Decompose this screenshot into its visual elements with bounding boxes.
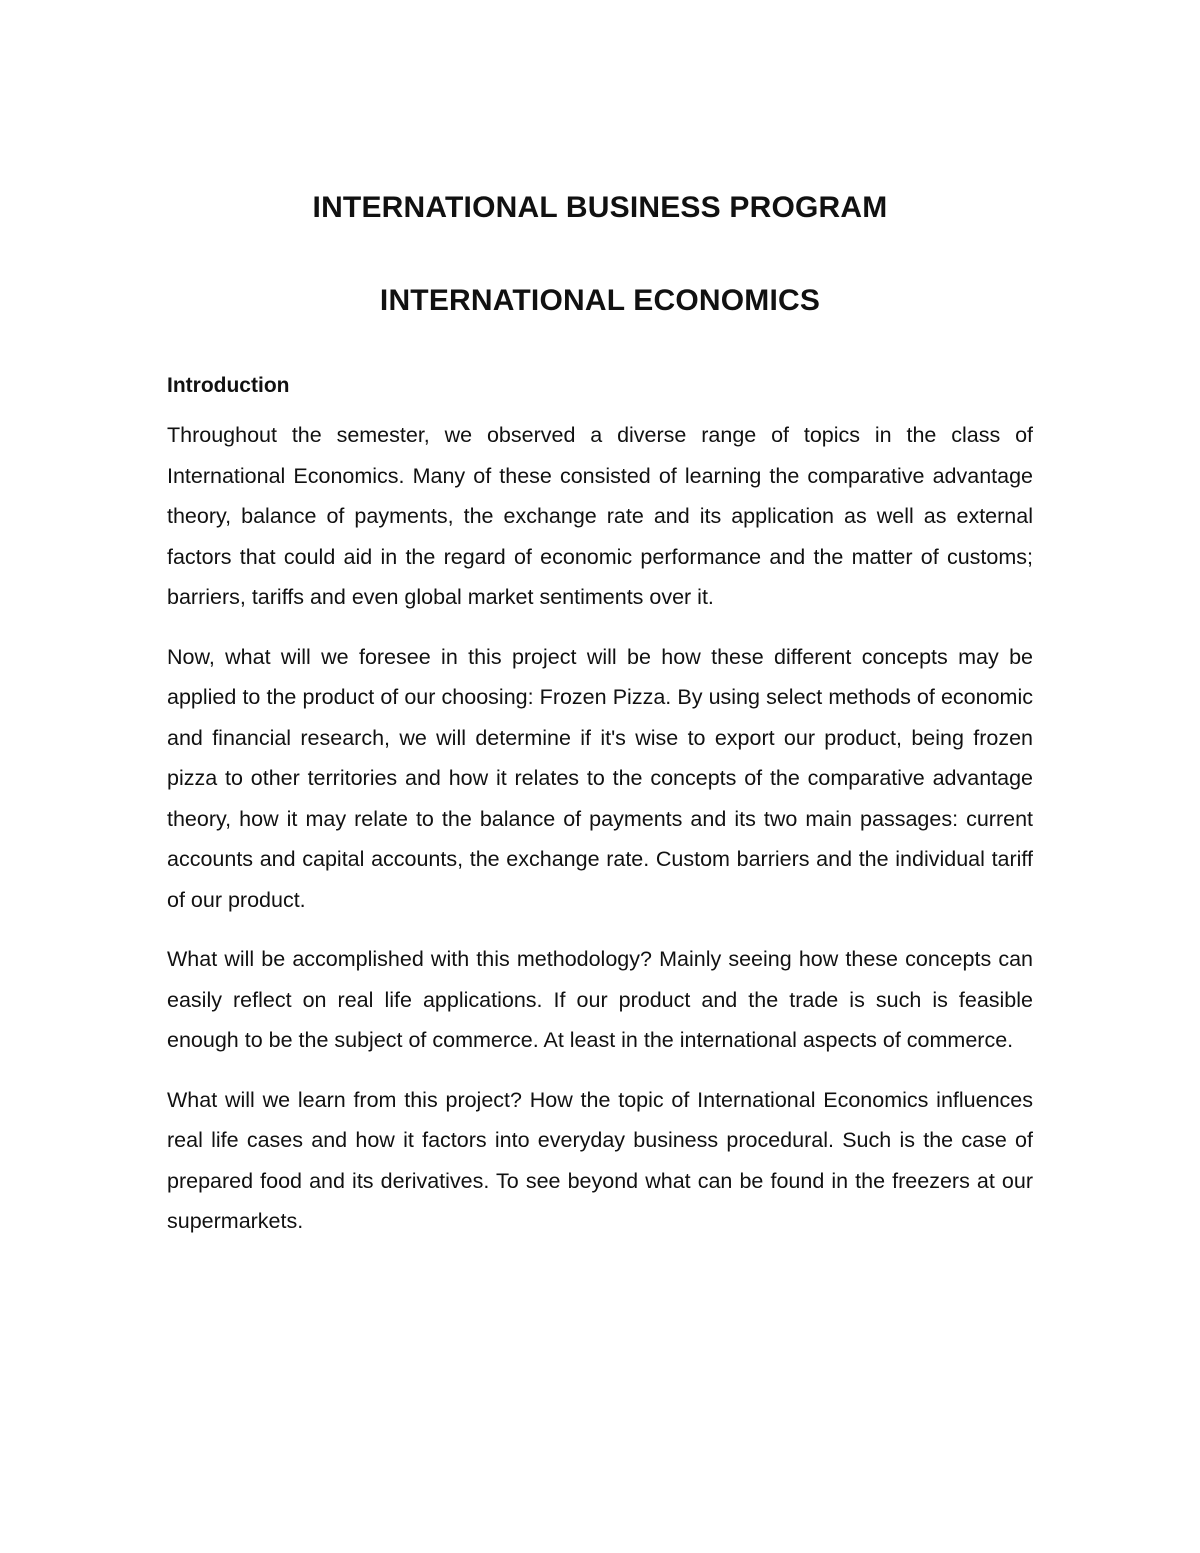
course-title: INTERNATIONAL ECONOMICS — [379, 284, 821, 317]
paragraph-1: Throughout the semester, we observed a diverse range of topics in the class of International Economics. Many of these consisted of learning the comparative advantage theory, balance of payments, the exchange rate and its application as well as external factors that could aid in the regard of economic performance and the matter of customs; barriers, tariffs and even global market sentiments over it. — [167, 423, 1033, 609]
document-body — [167, 368, 1033, 1261]
paragraph-3: What will be accomplished with this methodology? Mainly seeing how these concepts can easily reflect on real life applications. If our product and the trade is such is feasible enough to be the subject of commerce. At least in the international aspects of commerce. — [167, 947, 1033, 1052]
paragraph-4: What will we learn from this project? How the topic of International Economics influences real life cases and how it factors into everyday business procedural. Such is the case of prepared food and its derivatives. To see beyond what can be found in the freezers at our supermarkets. — [167, 1087, 1033, 1233]
section-heading-introduction: Introduction — [167, 374, 290, 397]
paragraph-2: Now, what will we foresee in this project will be how these different concepts may be applied to the product of our choosing: Frozen Pizza. By using select methods of economic and financial research, we will determine if it's wise to export our product, being frozen pizza to other territories and how it relates to the concepts of the comparative advantage theory, how it may relate to the balance of payments and its two main passages: current accounts and capital accounts, the exchange rate. Custom barriers and the individual tariff of our product. — [167, 644, 1033, 912]
program-title: INTERNATIONAL BUSINESS PROGRAM — [312, 191, 888, 224]
